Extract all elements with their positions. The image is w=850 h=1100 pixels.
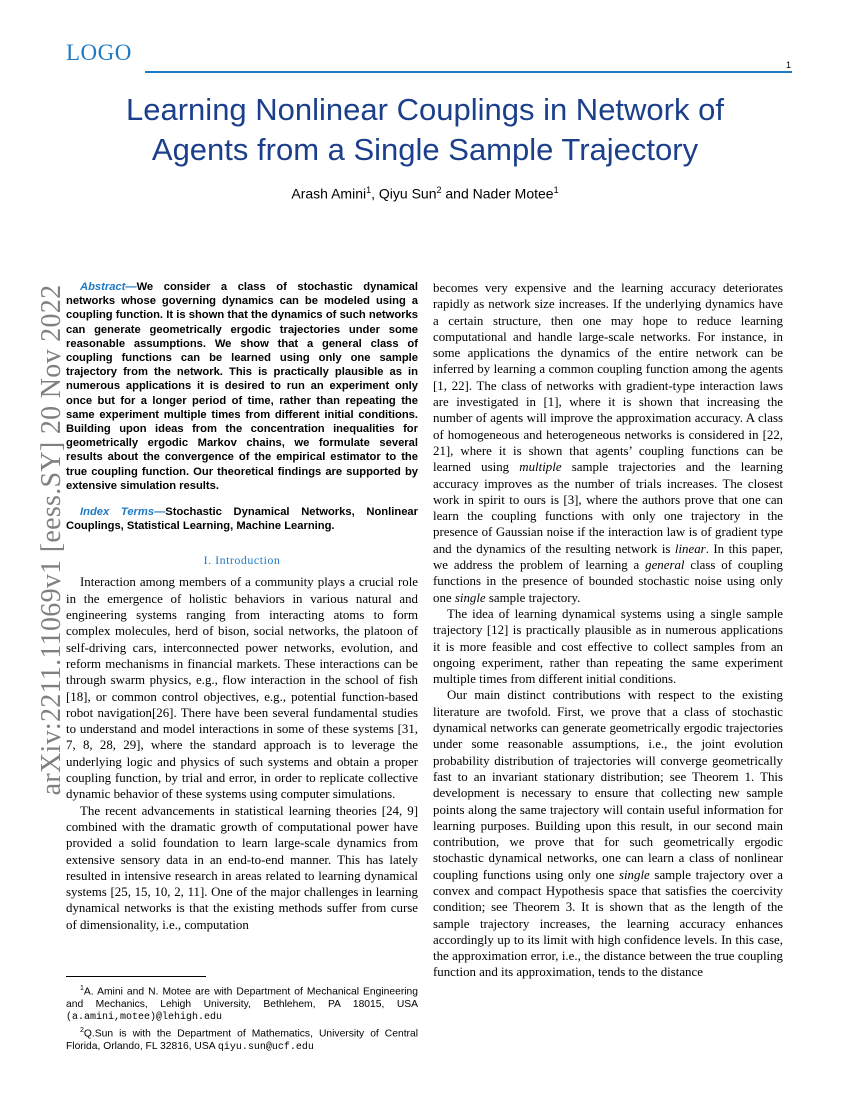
footnote-1-text: A. Amini and N. Motee are with Department of Mechanical Engineering and Mechanics, Lehigh University, Bethlehem, PA 18015, USA bbox=[66, 986, 418, 1010]
text-run: . In this paper, we address the problem of learning a bbox=[433, 541, 783, 573]
emphasis: single bbox=[454, 590, 486, 605]
index-terms-label: Index Terms— bbox=[80, 506, 166, 519]
emphasis: single bbox=[618, 867, 650, 882]
text-run: becomes very expensive and the learning accuracy deteriorates rapidly as network size increases. If the underlying dynamics have a certain structure, then one may hope to reduce learning computational and handle large-scale networks. For instance, in some applications the dynamics of the entire network can be inferred by learning a common coupling function among the agents [1, 22]. The class of networks with gradient-type interaction laws are investigated in [1], where it is shown that increasing the number of agents will improve the approximation accuracy. A class of homogeneous and heterogeneous networks is considered in [22, 21], where it is shown that agents’ coupling functions can be learned using bbox=[433, 281, 783, 475]
author-1-affil: 1 bbox=[366, 185, 372, 195]
footnote-2-text: Q.Sun is with the Department of Mathematics, University of Central Florida, Orlando, FL 32816, USA bbox=[66, 1028, 418, 1052]
title-line-2: Agents from a Single Sample Trajectory bbox=[151, 132, 699, 167]
footnote-1-mark: 1 bbox=[80, 985, 84, 992]
index-terms-text: Stochastic Dynamical Networks, Nonlinear Couplings, Statistical Learning, Machine Learning. bbox=[66, 506, 418, 533]
journal-logo: LOGO bbox=[66, 40, 132, 65]
intro-paragraph-4 bbox=[433, 687, 783, 980]
text-run: sample trajectory over a convex and compact Hypothesis space that satisfies the coercivity condition; see Theorem 3. It is shown that as the length of the sample trajectory increases, the learning accuracy enhances accordingly up to its limit with high confidence levels. In this case, the approximation error, i.e., the distance between the true coupling function and its approximation, tends to the distance bbox=[433, 867, 783, 980]
author-2-affil: 2 bbox=[436, 185, 442, 195]
page-number: 1 bbox=[786, 60, 792, 70]
author-3-affil: 1 bbox=[553, 185, 559, 195]
footnote-1-email: (a.amini,motee)@lehigh.edu bbox=[66, 1012, 223, 1024]
left-column bbox=[66, 280, 418, 933]
footnote-rule bbox=[66, 976, 206, 977]
footnote-2-email: qiyu.sun@ucf.edu bbox=[217, 1041, 314, 1053]
text-run: sample trajectory. bbox=[485, 590, 581, 605]
author-separator: , bbox=[371, 185, 379, 202]
paper-title bbox=[60, 90, 790, 170]
header-rule bbox=[145, 71, 792, 73]
intro-paragraph-2: The recent advancements in statistical learning theories [24, 9] combined with the dramatic growth of computational power have provided a solid foundation to learn large-scale dynamics from extensive sensory data in an end-to-end manner. This has lately resulted in intensive research in areas related to learning dynamical systems [25, 15, 10, 2, 11]. One of the major challenges in learning dynamical networks is that the existing methods suffer from curse of dimensionality, i.e., computation bbox=[66, 803, 418, 932]
index-terms bbox=[66, 505, 418, 533]
text-run: sample trajectories and the learning accuracy improves as the number of trials increases. The closest work in spirit to ours is [3], where the authors prove that one can learn the coupling functions with only one trajectory in the presence of Gaussian noise if the interaction law is of gradient type and the dynamics of the resulting network is bbox=[433, 460, 783, 556]
emphasis: multiple bbox=[519, 460, 562, 475]
section-heading-introduction bbox=[66, 553, 418, 568]
text-run: class of coupling functions in the presence of bounded stochastic noise using only one bbox=[433, 558, 784, 605]
intro-paragraph-1: Interaction among members of a community plays a crucial role in the emergence of holistic behaviors in various natural and engineering systems ranging from interacting atoms to form complex molecules, herd of bison, social networks, the platoon of self-driving cars, interconnected power networks, evolution, and reform mechanisms in financial markets. These interactions can be through swarm physics, e.g., flow interaction in the school of fish [18], or common control objectives, e.g., potential function-based robot navigation[26]. There have been several fundamental studies to understand and model interactions in some of these systems [31, 7, 8, 28, 29], where the standard approach is to leverage the underlying logic and physics of such systems and obtain a proper coupling function, by trial and error, in order to replicate collective dynamic behavior of these systems using computer simulations. bbox=[66, 575, 418, 802]
abstract-text: We consider a class of stochastic dynamical networks whose governing dynamics can be modeled using a coupling function. It is shown that the dynamics of such networks can generate geometrically ergodic trajectories under some reasonable assumptions. We show that a general class of coupling functions can be learned using only one sample trajectory from the network. This is practically plausible as in numerous applications it is desired to run an experiment only once but for a longer period of time, rather than repeating the same experiment multiple times from different initial conditions. Building upon ideas from the concentration inequalities for geometrically ergodic Markov chains, we formulate several results about the convergence of the empirical estimator to the true coupling function. Our theoretical findings are supported by extensive simulation results. bbox=[66, 281, 418, 492]
footnote-1 bbox=[66, 983, 418, 1025]
arxiv-stamp: arXiv:2211.11069v1 [eess.SY] 20 Nov 2022 bbox=[36, 284, 67, 796]
title-line-1: Learning Nonlinear Couplings in Network of bbox=[126, 92, 724, 127]
author-list bbox=[60, 185, 790, 202]
author-2: Qiyu Sun bbox=[378, 185, 437, 202]
author-3: Nader Motee bbox=[472, 185, 554, 202]
author-1: Arash Amini bbox=[291, 185, 367, 202]
footnotes bbox=[66, 976, 418, 1054]
intro-paragraph-3: The idea of learning dynamical systems using a single sample trajectory [12] is practically plausible as in numerous applications it is more feasible and cost effective to collect samples from an ongoing experiment, rather than repeating the same experiment multiple times from different initial conditions. bbox=[433, 606, 783, 687]
abstract-label: Abstract— bbox=[80, 281, 137, 293]
abstract bbox=[66, 280, 418, 493]
emphasis: linear bbox=[674, 541, 706, 556]
intro-paragraph-2-continued bbox=[433, 280, 783, 606]
footnote-2-mark: 2 bbox=[80, 1026, 84, 1034]
section-title: Introduction bbox=[215, 553, 281, 568]
footnote-2 bbox=[66, 1025, 418, 1054]
right-column bbox=[433, 280, 783, 981]
text-run: Our main distinct contributions with respect to the existing literature are twofold. First, we prove that a class of stochastic dynamical networks can generate geometrically ergodic trajectories under some reasonable assumptions, i.e., the joint evolution probability distribution of trajectories will converge geometrically fast to an invariant stationary distribution; see Theorem 1. This development is necessary to ensure that collecting new sample points along the same trajectory will contain useful information for learning purposes. Building upon this result, in our second main contribution, we prove that for such geometrically ergodic stochastic dynamical networks, one can learn a class of nonlinear coupling functions using only one bbox=[433, 688, 783, 882]
section-number: I. bbox=[203, 553, 216, 568]
author-separator: and bbox=[441, 185, 473, 202]
emphasis: general bbox=[645, 558, 685, 573]
